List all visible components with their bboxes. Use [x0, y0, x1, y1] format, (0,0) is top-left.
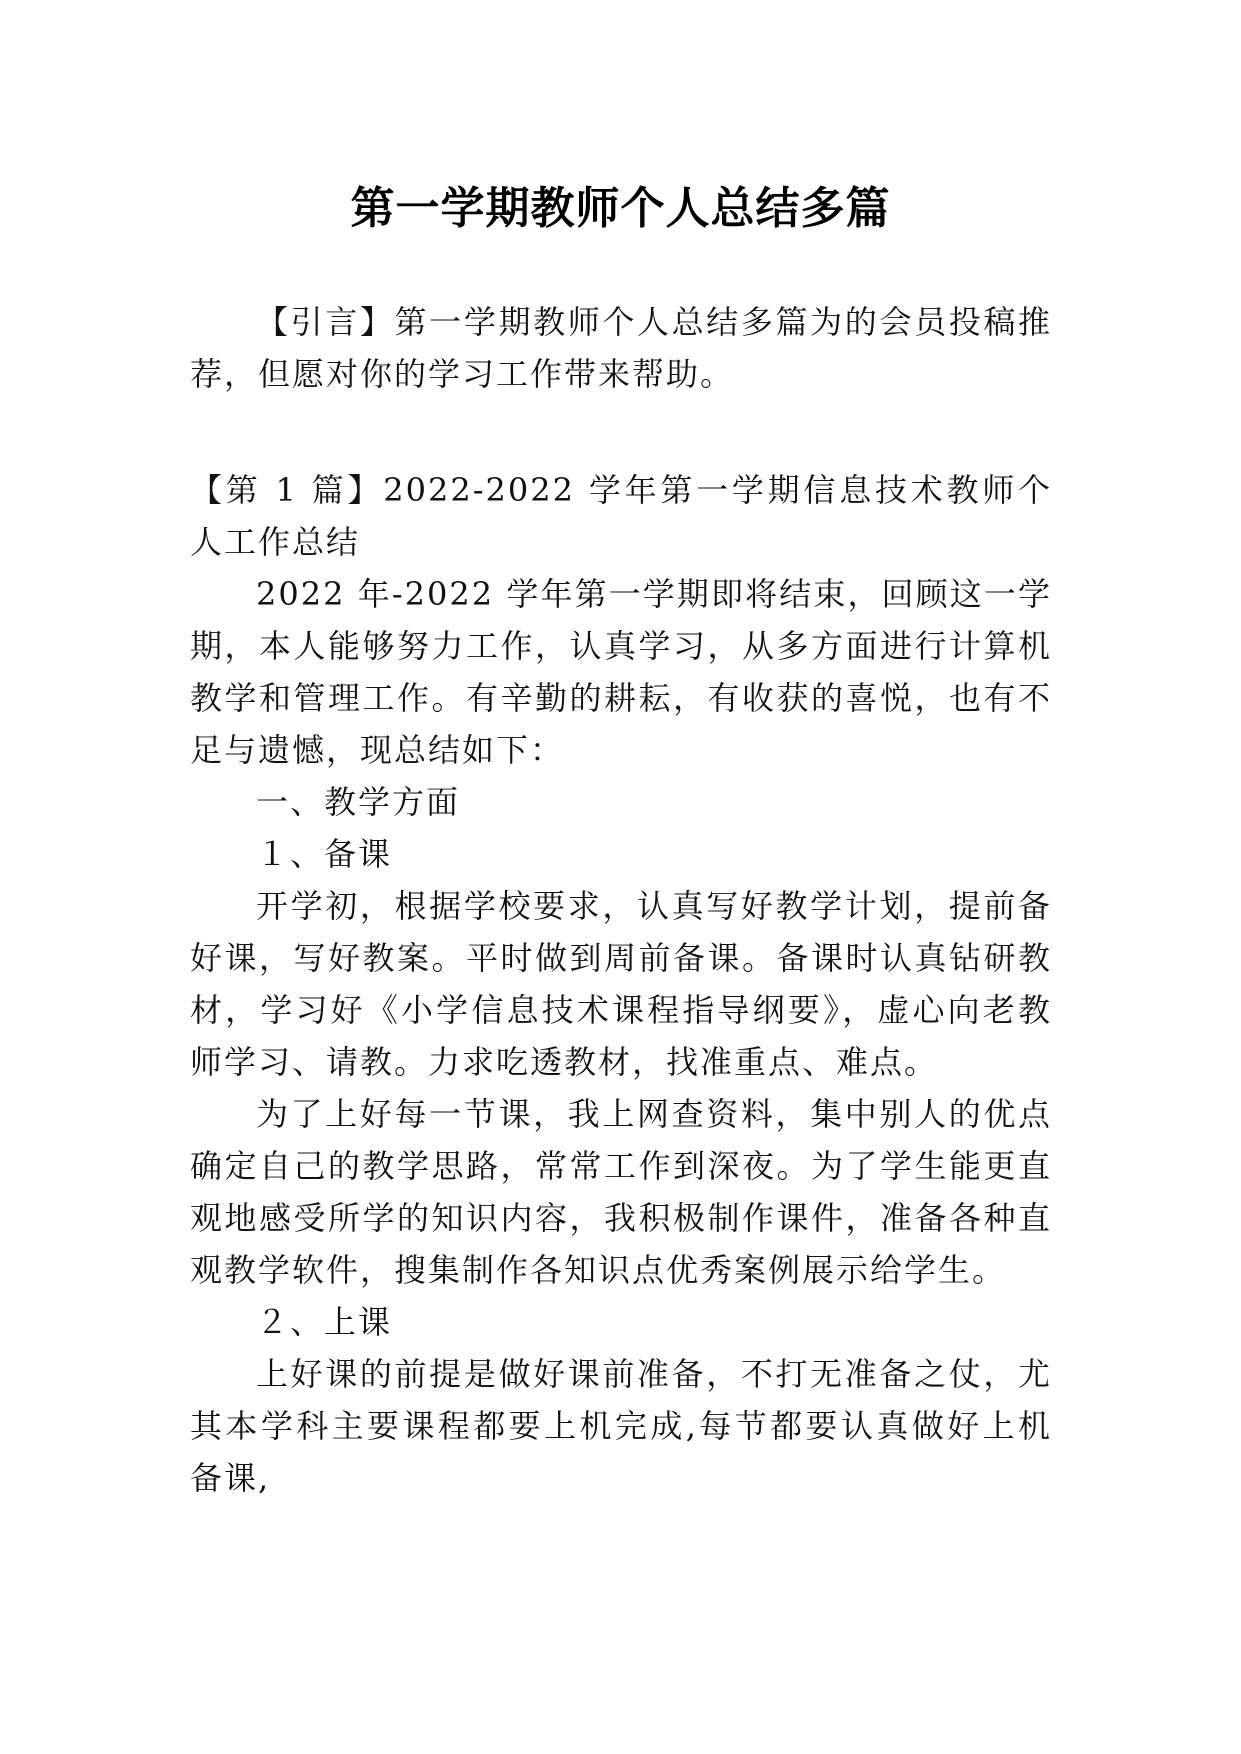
article-heading: 【第 1 篇】2022-2022 学年第一学期信息技术教师个人工作总结 — [190, 471, 1052, 561]
document-title: 第一学期教师个人总结多篇 — [350, 183, 891, 235]
paragraph-materials: 为了上好每一节课，我上网查资料，集中别人的优点确定自己的教学思路，常常工作到深夜。为了学生能更直观地感受所学的知识内容，我积极制作课件，准备各种直观教学软件，搜集制作各知识点优秀案例展示给学生。 — [190, 1095, 1052, 1289]
paragraph-class-prep: 上好课的前提是做好课前准备，不打无准备之仗，尤其本学科主要课程都要上机完成,每节都要认真做好上机备课, — [190, 1355, 1052, 1497]
section-heading-teaching: 一、教学方面 — [256, 783, 461, 821]
paragraph-lesson-prep: 开学初，根据学校要求，认真写好教学计划，提前备好课，写好教案。平时做到周前备课。备课时认真钻研教材，学习好《小学信息技术课程指导纲要》，虚心向老教师学习、请教。力求吃透教材，找准重点、难点。 — [190, 887, 1052, 1081]
subsection-heading-teaching-class: ２、上课 — [256, 1303, 393, 1341]
intro-paragraph: 【引言】第一学期教师个人总结多篇为的会员投稿推荐，但愿对你的学习工作带来帮助。 — [190, 303, 1052, 393]
subsection-heading-lesson-prep: １、备课 — [256, 835, 393, 873]
intro-section — [190, 296, 1052, 400]
article-section — [190, 464, 1052, 1504]
paragraph-opening: 2022 年-2022 学年第一学期即将结束，回顾这一学期，本人能够努力工作，认真学习，从多方面进行计算机教学和管理工作。有辛勤的耕耘，有收获的喜悦，也有不足与遗憾，现总结如下： — [190, 575, 1052, 769]
